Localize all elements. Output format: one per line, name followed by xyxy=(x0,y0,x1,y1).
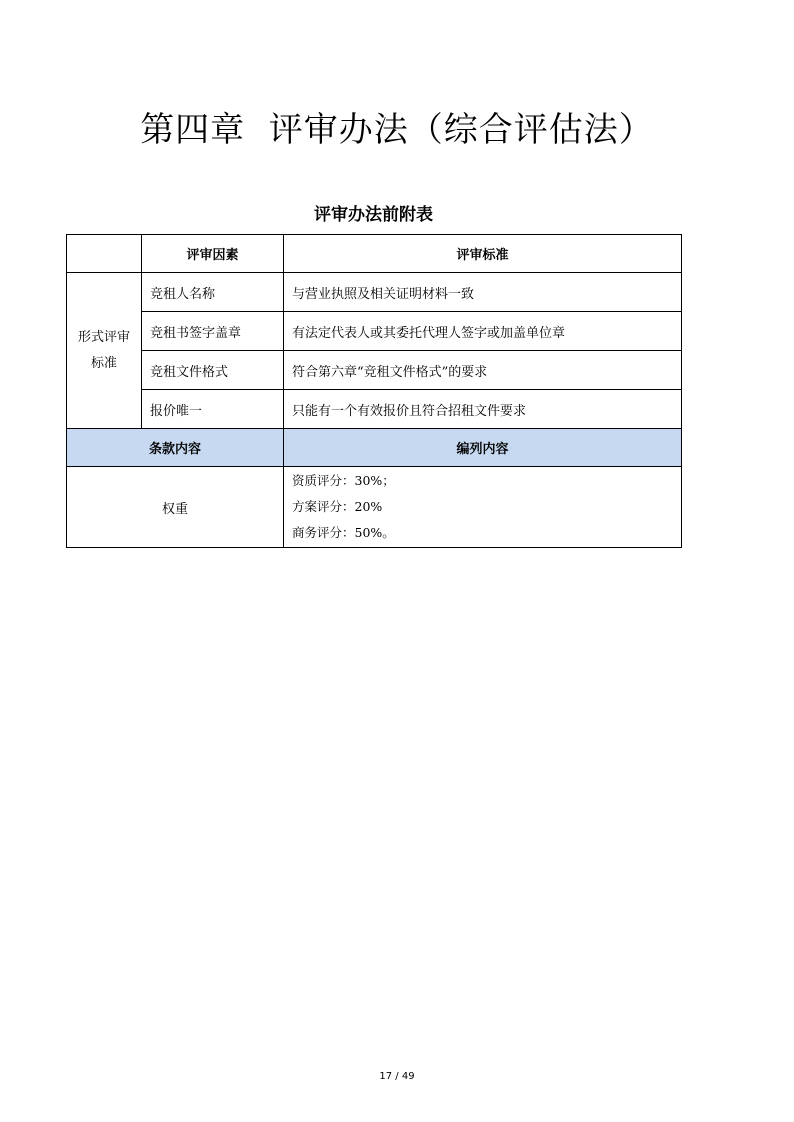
review-method-table xyxy=(66,234,682,548)
factor-cell: 竞租书签字盖章 xyxy=(142,312,284,351)
table-row xyxy=(67,273,682,312)
header-content: 编列内容 xyxy=(284,429,682,467)
header-empty-cell xyxy=(67,235,142,273)
weight-row xyxy=(67,467,682,548)
clause-header-row xyxy=(67,429,682,467)
factor-cell: 竞租人名称 xyxy=(142,273,284,312)
weight-label: 权重 xyxy=(67,467,284,548)
table-row xyxy=(67,312,682,351)
table-row xyxy=(67,351,682,390)
weight-items xyxy=(284,467,682,548)
factor-cell: 报价唯一 xyxy=(142,390,284,429)
header-factor: 评审因素 xyxy=(142,235,284,273)
table-header-row xyxy=(67,235,682,273)
table-title: 评审办法前附表 xyxy=(314,205,433,225)
weight-item: 商务评分：50%。 xyxy=(292,525,395,540)
factor-cell: 竞租文件格式 xyxy=(142,351,284,390)
group-label-line: 形式评审 xyxy=(77,329,130,345)
weight-item: 资质评分：30%； xyxy=(292,473,395,488)
group-label-line: 标准 xyxy=(90,355,117,371)
standard-cell: 只能有一个有效报价且符合招租文件要求 xyxy=(284,390,682,429)
standard-cell: 符合第六章“竞租文件格式”的要求 xyxy=(284,351,682,390)
standard-cell: 与营业执照及相关证明材料一致 xyxy=(284,273,682,312)
table-row xyxy=(67,390,682,429)
chapter-title: 第四章 评审办法（综合评估法） xyxy=(140,110,654,150)
header-clause: 条款内容 xyxy=(67,429,284,467)
header-standard: 评审标准 xyxy=(284,235,682,273)
group-label-formal-review xyxy=(67,273,142,429)
weight-item: 方案评分：20% xyxy=(292,499,383,514)
page-number: 17 / 49 xyxy=(379,1071,415,1082)
standard-cell: 有法定代表人或其委托代理人签字或加盖单位章 xyxy=(284,312,682,351)
